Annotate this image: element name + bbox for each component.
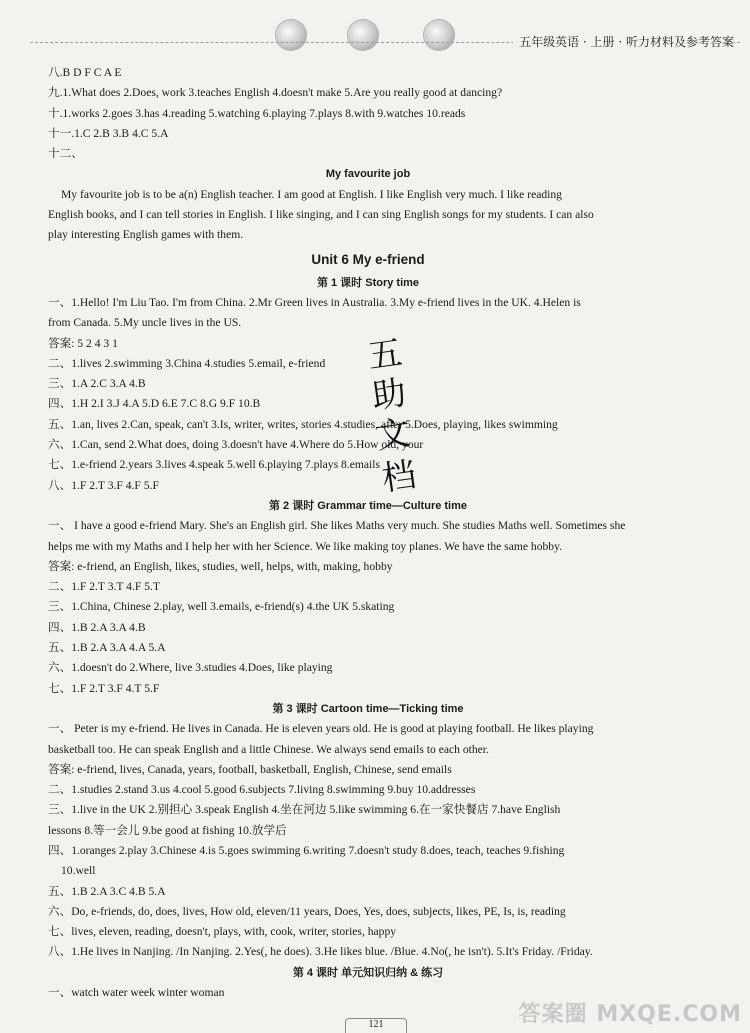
handwritten-char: 文 — [373, 412, 413, 458]
answer-line: 三、1.live in the UK 2.别担心 3.speak English 4.坐在河边 5.like swimming 6.在一家快餐店 7.have English — [48, 803, 561, 817]
header-title: 五年级英语 · 上册 · 听力材料及参考答案 — [513, 33, 734, 50]
page-header — [0, 0, 750, 56]
watermark: 答案圈 MXQE.COM — [518, 1002, 742, 1027]
answer-line: 答案: 5 2 4 3 1 — [48, 336, 118, 350]
answer-line: 第 2 课时 Grammar time—Culture time — [268, 499, 468, 512]
answer-line: 三、1.China, Chinese 2.play, well 3.emails, e-friend(s) 4.the UK 5.skating — [48, 600, 395, 614]
answer-line: lessons 8.等一会儿 9.be good at fishing 10.放学后 — [48, 823, 287, 837]
answer-line: helps me with my Maths and I help her with her Science. We like making toy planes. We have the same hobby. — [48, 539, 563, 553]
answer-line: 八.B D F C A E — [48, 66, 122, 79]
answer-line: 一、watch water week winter woman — [48, 986, 225, 1000]
answer-line: English books, and I can tell stories in English. I like singing, and I can sing English songs for my students. I can also — [48, 208, 594, 222]
answer-line: 七、lives, eleven, reading, doesn't, plays, with, cook, writer, stories, happy — [48, 925, 397, 939]
answer-line: 二、1.lives 2.swimming 3.China 4.studies 5.email, e-friend — [48, 356, 326, 370]
answer-line: from Canada. 5.My uncle lives in the US. — [48, 316, 242, 330]
answer-line: 二、1.F 2.T 3.T 4.F 5.T — [48, 580, 160, 594]
answer-line: 一、1.Hello! I'm Liu Tao. I'm from China. 2.Mr Green lives in Australia. 3.My e-friend lives in the UK. 4.Helen is — [48, 295, 581, 309]
answer-line: 五、1.B 2.A 3.A 4.A 5.A — [48, 641, 166, 655]
answer-line: 四、1.oranges 2.play 3.Chinese 4.is 5.goes swimming 6.writing 7.doesn't study 8.does, teach, teaches 9.fishing — [48, 843, 565, 857]
answer-line: 六、Do, e-friends, do, does, lives, How old, eleven/11 years, Does, Yes, does, subjects, likes, PE, Is, is, reading — [48, 904, 566, 918]
answer-line: basketball too. He can speak English and a little Chinese. We always send emails to each other. — [48, 742, 489, 756]
answer-line: 四、1.H 2.I 3.J 4.A 5.D 6.E 7.C 8.G 9.F 10.B — [48, 397, 261, 411]
answer-line: 五、1.B 2.A 3.C 4.B 5.A — [48, 884, 166, 898]
answer-line: My favourite job is to be a(n) English teacher. I am good at English. I like English very much. I like reading — [61, 187, 562, 201]
ornament-icon — [424, 20, 454, 50]
handwritten-char: 助 — [369, 372, 409, 418]
answer-line: 五、1.an, lives 2.Can, speak, can't 3.Is, writer, writes, stories 4.studies, after 5.Does, playing, likes swimming — [48, 417, 558, 431]
answer-line: 一、 Peter is my e-friend. He lives in Canada. He is eleven years old. He is good at playing football. He likes playing — [48, 722, 594, 736]
ornament-icon — [348, 20, 378, 50]
answer-line: 七、1.e-friend 2.years 3.lives 4.speak 5.well 6.playing 7.plays 8.emails — [48, 458, 380, 472]
answer-line: 第 3 课时 Cartoon time—Ticking time — [272, 702, 464, 715]
answer-line: play interesting English games with them. — [48, 228, 244, 242]
answer-line: 答案: e-friend, lives, Canada, years, football, basketball, English, Chinese, send emails — [48, 762, 452, 776]
answer-line: 第 4 课时 单元知识归纳 & 练习 — [292, 966, 444, 979]
ornament-icon — [276, 20, 306, 50]
answer-line: 三、1.A 2.C 3.A 4.B — [48, 377, 146, 391]
handwritten-char: 档 — [379, 454, 419, 500]
answer-line: 九.1.What does 2.Does, work 3.teaches English 4.doesn't make 5.Are you really good at dancing? — [48, 86, 503, 100]
answer-line: 二、1.studies 2.stand 3.us 4.cool 5.good 6.subjects 7.living 8.swimming 9.buy 10.addresses — [48, 783, 476, 797]
answer-line: 10.well — [61, 864, 96, 878]
answer-line: 十一.1.C 2.B 3.B 4.C 5.A — [48, 126, 169, 140]
answer-line: 四、1.B 2.A 3.A 4.B — [48, 620, 146, 634]
answer-line: 十二、 — [48, 147, 83, 161]
handwritten-char: 五 — [365, 332, 405, 378]
answer-line: Unit 6 My e-friend — [311, 251, 425, 267]
answer-line: 七、1.F 2.T 3.F 4.T 5.F — [48, 681, 160, 695]
answer-line: 一、 I have a good e-friend Mary. She's an English girl. She likes Maths very much. She studies Maths well. Sometimes she — [48, 519, 626, 533]
answer-line: My favourite job — [325, 168, 411, 181]
answer-line: 答案: e-friend, an English, likes, studies, well, helps, with, making, hobby — [48, 559, 393, 573]
answer-line: 八、1.He lives in Nanjing. /In Nanjing. 2.Yes(, he does). 3.He likes blue. /Blue. 4.No(, he isn't). 5.It's Friday. /Friday. — [48, 945, 593, 959]
answer-line: 十.1.works 2.goes 3.has 4.reading 5.watching 6.playing 7.plays 8.with 9.watches 10.reads — [48, 106, 466, 120]
answer-line: 第 1 课时 Story time — [316, 276, 420, 289]
answer-content — [48, 63, 688, 1003]
answer-line: 六、1.doesn't do 2.Where, live 3.studies 4.Does, like playing — [48, 661, 333, 675]
page-number: 121 — [345, 1018, 407, 1033]
answer-line: 八、1.F 2.T 3.F 4.F 5.F — [48, 478, 159, 492]
answer-line: 六、1.Can, send 2.What does, doing 3.doesn't have 4.Where do 5.How old, your — [48, 438, 424, 452]
